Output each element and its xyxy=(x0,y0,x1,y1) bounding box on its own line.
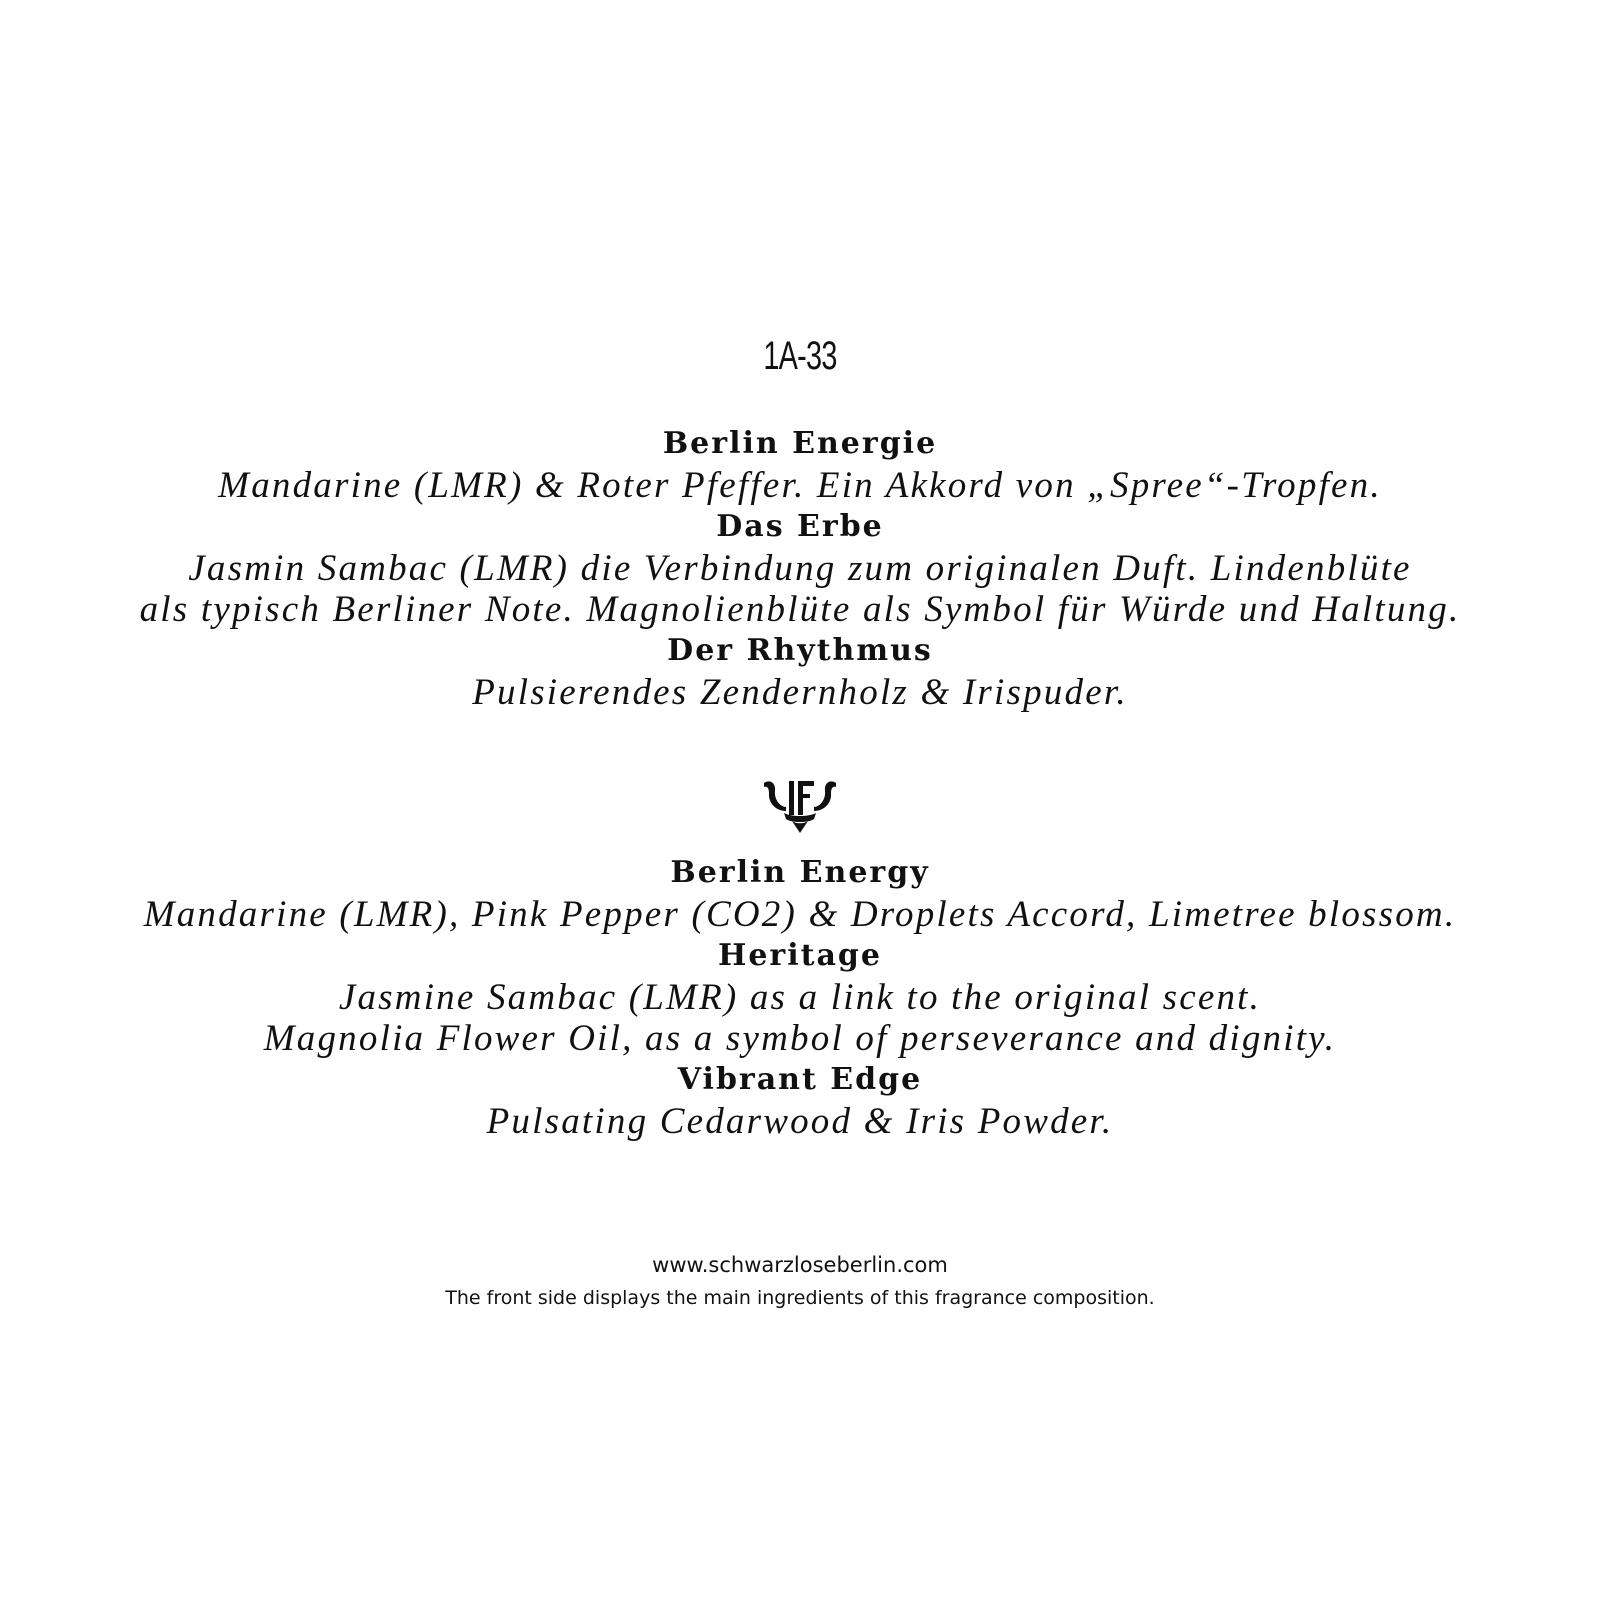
section-heading: Berlin Energie xyxy=(662,426,938,461)
section-text: Mandarine (LMR) & Roter Pfeffer. Ein Akkord von „Spree“-Tropfen. xyxy=(218,465,1382,506)
section-heading: Der Rhythmus xyxy=(667,633,933,668)
section-heading: Das Erbe xyxy=(716,509,884,544)
section-heading: Berlin Energy xyxy=(670,855,930,890)
section-text: Jasmin Sambac (LMR) die Verbindung zum originalen Duft. Lindenblüte xyxy=(188,548,1412,589)
german-description xyxy=(0,423,1600,713)
schwarzlose-monogram-icon xyxy=(762,777,838,835)
product-code: 1A-33 xyxy=(763,334,837,378)
section-text: Magnolia Flower Oil, as a symbol of perseverance and dignity. xyxy=(263,1018,1337,1059)
section-heading: Vibrant Edge xyxy=(677,1062,923,1097)
section-text: Mandarine (LMR), Pink Pepper (CO2) & Droplets Accord, Limetree blossom. xyxy=(143,894,1457,935)
english-description xyxy=(0,852,1600,1142)
website-link[interactable]: www.schwarzloseberlin.com xyxy=(652,1253,948,1277)
section-text: Pulsating Cedarwood & Iris Powder. xyxy=(486,1101,1114,1142)
footer-note: The front side displays the main ingredients of this fragrance composition. xyxy=(445,1287,1155,1309)
section-heading: Heritage xyxy=(718,938,882,973)
section-text: Jasmine Sambac (LMR) as a link to the original scent. xyxy=(338,977,1262,1018)
section-text: Pulsierendes Zendernholz & Irispuder. xyxy=(472,672,1128,713)
section-text: als typisch Berliner Note. Magnolienblüte als Symbol für Würde und Haltung. xyxy=(139,589,1461,630)
